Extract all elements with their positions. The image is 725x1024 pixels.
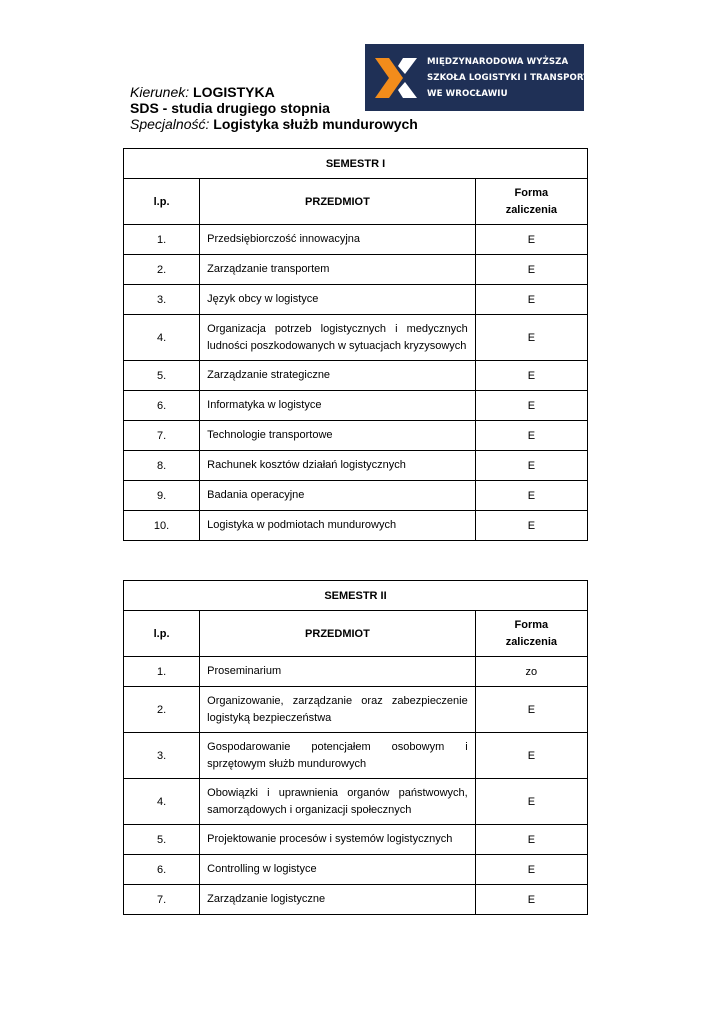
table-row	[124, 391, 588, 421]
subject-name: Gospodarowanie potencjałem osobowym i sprzętowym służb mundurowych	[200, 733, 476, 779]
subject-name: Zarządzanie strategiczne	[200, 361, 476, 391]
logo-text	[427, 54, 596, 102]
assessment-form: E	[475, 825, 587, 855]
assessment-form: E	[475, 779, 587, 825]
assessment-form: E	[475, 687, 587, 733]
row-number: 3.	[124, 285, 200, 315]
row-number: 7.	[124, 885, 200, 915]
sds-line: SDS - studia drugiego stopnia	[130, 100, 330, 116]
table-row	[124, 779, 588, 825]
semester-title: SEMESTR I	[124, 149, 588, 179]
subject-name: Projektowanie procesów i systemów logistycznych	[200, 825, 476, 855]
assessment-form: E	[475, 451, 587, 481]
semester-2-table	[123, 580, 588, 915]
column-header-przedmiot: PRZEDMIOT	[200, 611, 476, 657]
row-number: 1.	[124, 657, 200, 687]
assessment-form: E	[475, 733, 587, 779]
table-row	[124, 511, 588, 541]
semester-title: SEMESTR II	[124, 581, 588, 611]
forma-line-2: zaliczenia	[505, 635, 558, 648]
table-row	[124, 451, 588, 481]
subject-name: Rachunek kosztów działań logistycznych	[200, 451, 476, 481]
row-number: 6.	[124, 855, 200, 885]
table-row	[124, 733, 588, 779]
subject-name: Proseminarium	[200, 657, 476, 687]
table-row	[124, 255, 588, 285]
subject-name: Controlling w logistyce	[200, 855, 476, 885]
kierunek-label: Kierunek:	[130, 84, 190, 100]
row-number: 2.	[124, 687, 200, 733]
row-number: 7.	[124, 421, 200, 451]
assessment-form: E	[475, 421, 587, 451]
row-number: 5.	[124, 825, 200, 855]
forma-line-1: Forma	[514, 186, 549, 199]
assessment-form: E	[475, 255, 587, 285]
subject-name: Obowiązki i uprawnienia organów państwowych, samorządowych i organizacji społecznych	[200, 779, 476, 825]
subject-name: Technologie transportowe	[200, 421, 476, 451]
specjalnosc-value: Logistyka służb mundurowych	[213, 116, 418, 132]
row-number: 4.	[124, 315, 200, 361]
column-header-forma	[475, 179, 587, 225]
school-logo	[365, 44, 597, 111]
subject-name: Informatyka w logistyce	[200, 391, 476, 421]
row-number: 3.	[124, 733, 200, 779]
subject-name: Zarządzanie transportem	[200, 255, 476, 285]
subject-name: Przedsiębiorczość innowacyjna	[200, 225, 476, 255]
subject-name: Organizowanie, zarządzanie oraz zabezpieczenie logistyką bezpieczeństwa	[200, 687, 476, 733]
row-number: 8.	[124, 451, 200, 481]
subject-name: Badania operacyjne	[200, 481, 476, 511]
semester-1-table	[123, 148, 588, 541]
subject-name: Język obcy w logistyce	[200, 285, 476, 315]
subject-name: Zarządzanie logistyczne	[200, 885, 476, 915]
table-row	[124, 657, 588, 687]
subject-name: Logistyka w podmiotach mundurowych	[200, 511, 476, 541]
specjalnosc-line	[130, 116, 418, 132]
assessment-form: E	[475, 315, 587, 361]
column-header-forma	[475, 611, 587, 657]
table-row	[124, 361, 588, 391]
column-header-lp: l.p.	[124, 611, 200, 657]
row-number: 9.	[124, 481, 200, 511]
assessment-form: E	[475, 225, 587, 255]
table-row	[124, 885, 588, 915]
logo-line-1: MIĘDZYNARODOWA WYŻSZA	[427, 56, 569, 67]
assessment-form: E	[475, 481, 587, 511]
table-row	[124, 825, 588, 855]
assessment-form: E	[475, 361, 587, 391]
assessment-form: E	[475, 511, 587, 541]
table-row	[124, 421, 588, 451]
assessment-form: E	[475, 885, 587, 915]
kierunek-value: LOGISTYKA	[193, 84, 275, 100]
specjalnosc-label: Specjalność:	[130, 116, 210, 132]
table-row	[124, 315, 588, 361]
column-header-lp: l.p.	[124, 179, 200, 225]
row-number: 10.	[124, 511, 200, 541]
assessment-form: E	[475, 285, 587, 315]
assessment-form: zo	[475, 657, 587, 687]
table-header-row	[124, 179, 588, 225]
table-row	[124, 225, 588, 255]
column-header-przedmiot: PRZEDMIOT	[200, 179, 476, 225]
row-number: 5.	[124, 361, 200, 391]
row-number: 4.	[124, 779, 200, 825]
row-number: 2.	[124, 255, 200, 285]
assessment-form: E	[475, 855, 587, 885]
table-row	[124, 687, 588, 733]
chevron-logo-icon	[373, 54, 419, 102]
table-header-row	[124, 611, 588, 657]
logo-line-3: WE WROCŁAWIU	[427, 88, 508, 99]
forma-line-2: zaliczenia	[505, 203, 558, 216]
table-row	[124, 481, 588, 511]
forma-line-1: Forma	[514, 618, 549, 631]
table-row	[124, 855, 588, 885]
logo-line-2: SZKOŁA LOGISTYKI I TRANSPORTU	[427, 72, 597, 83]
row-number: 1.	[124, 225, 200, 255]
table-row	[124, 285, 588, 315]
assessment-form: E	[475, 391, 587, 421]
subject-name: Organizacja potrzeb logistycznych i medycznych ludności poszkodowanych w sytuacjach kryzysowych	[200, 315, 476, 361]
row-number: 6.	[124, 391, 200, 421]
